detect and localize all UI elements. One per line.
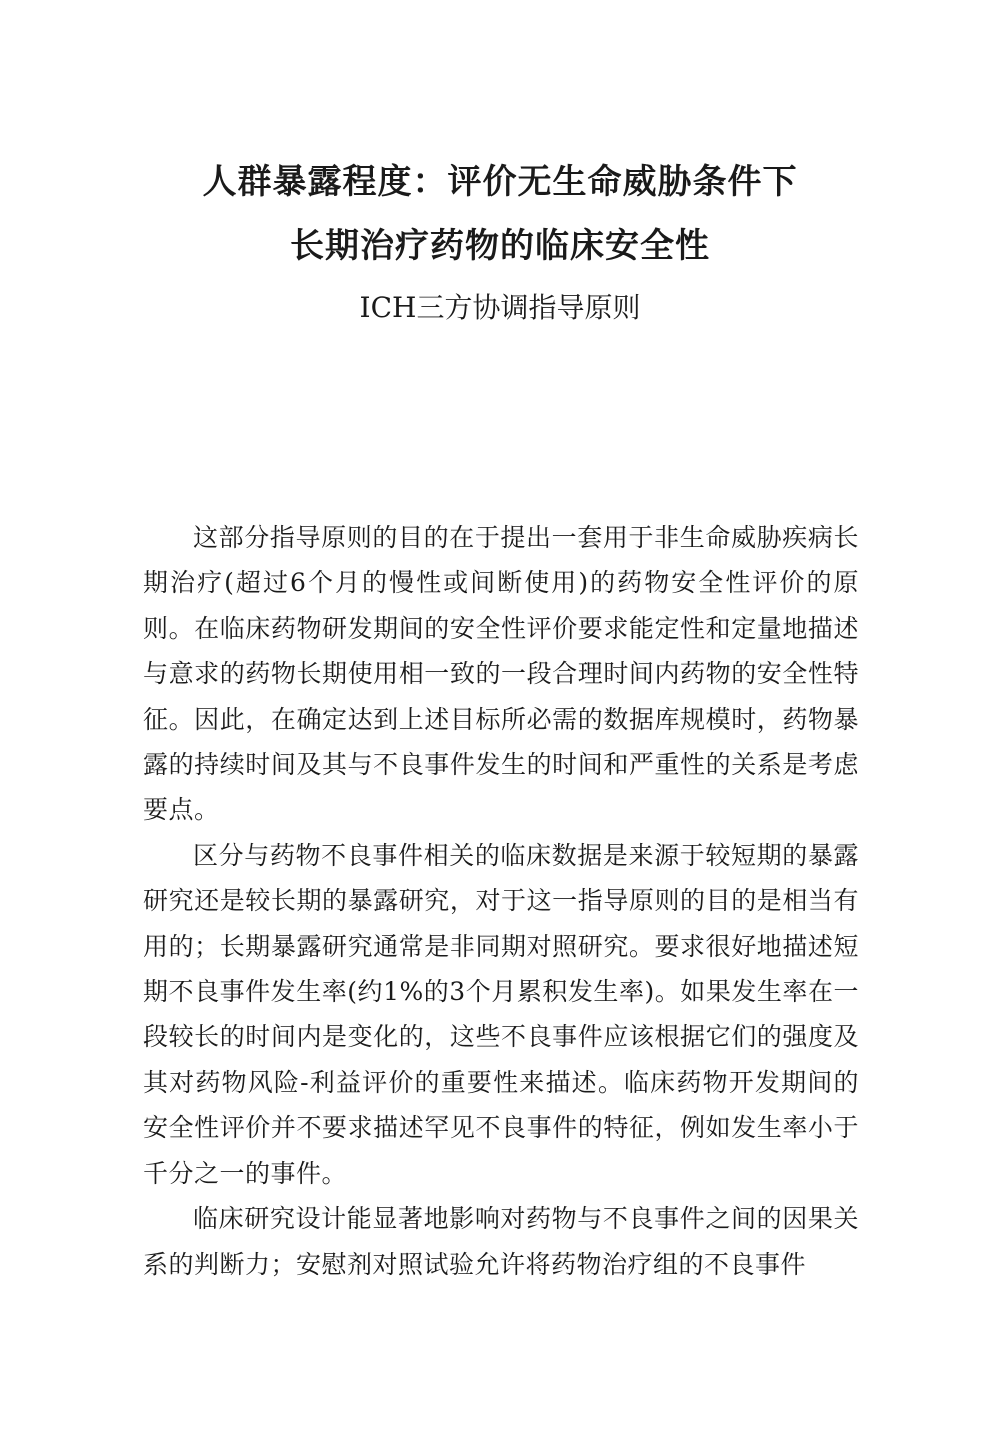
paragraph-1: 这部分指导原则的目的在于提出一套用于非生命威胁疾病长期治疗(超过6个月的慢性或间断使用)的药物安全性评价的原则。在临床药物研发期间的安全性评价要求能定性和定量地描述与意求的药物长期使用相一致的一段合理时间内药物的安全性特征。因此，在确定达到上述目标所必需的数据库规模时，药物暴露的持续时间及其与不良事件发生的时间和严重性的关系是考虑要点。: [143, 523, 859, 825]
paragraph-2: 区分与药物不良事件相关的临床数据是来源于较短期的暴露研究还是较长期的暴露研究，对于这一指导原则的目的是相当有用的；长期暴露研究通常是非同期对照研究。要求很好地描述短期不良事件发生率(约1%的3个月累积发生率)。如果发生率在一段较长的时间内是变化的，这些不良事件应该根据它们的强度及其对药物风险-利益评价的重要性来描述。临床药物开发期间的安全性评价并不要求描述罕见不良事件的特征，例如发生率小于千分之一的事件。: [143, 840, 859, 1188]
paragraph-3: 临床研究设计能显著地影响对药物与不良事件之间的因果关系的判断力；安慰剂对照试验允许将药物治疗组的不良事件: [143, 1204, 859, 1279]
document-title-line-2: 长期治疗药物的临床安全性: [290, 226, 710, 266]
document-subtitle: ICH三方协调指导原则: [359, 291, 641, 324]
document-body: [143, 515, 859, 1287]
document-title-line-1: 人群暴露程度：评价无生命威胁条件下: [202, 162, 798, 202]
